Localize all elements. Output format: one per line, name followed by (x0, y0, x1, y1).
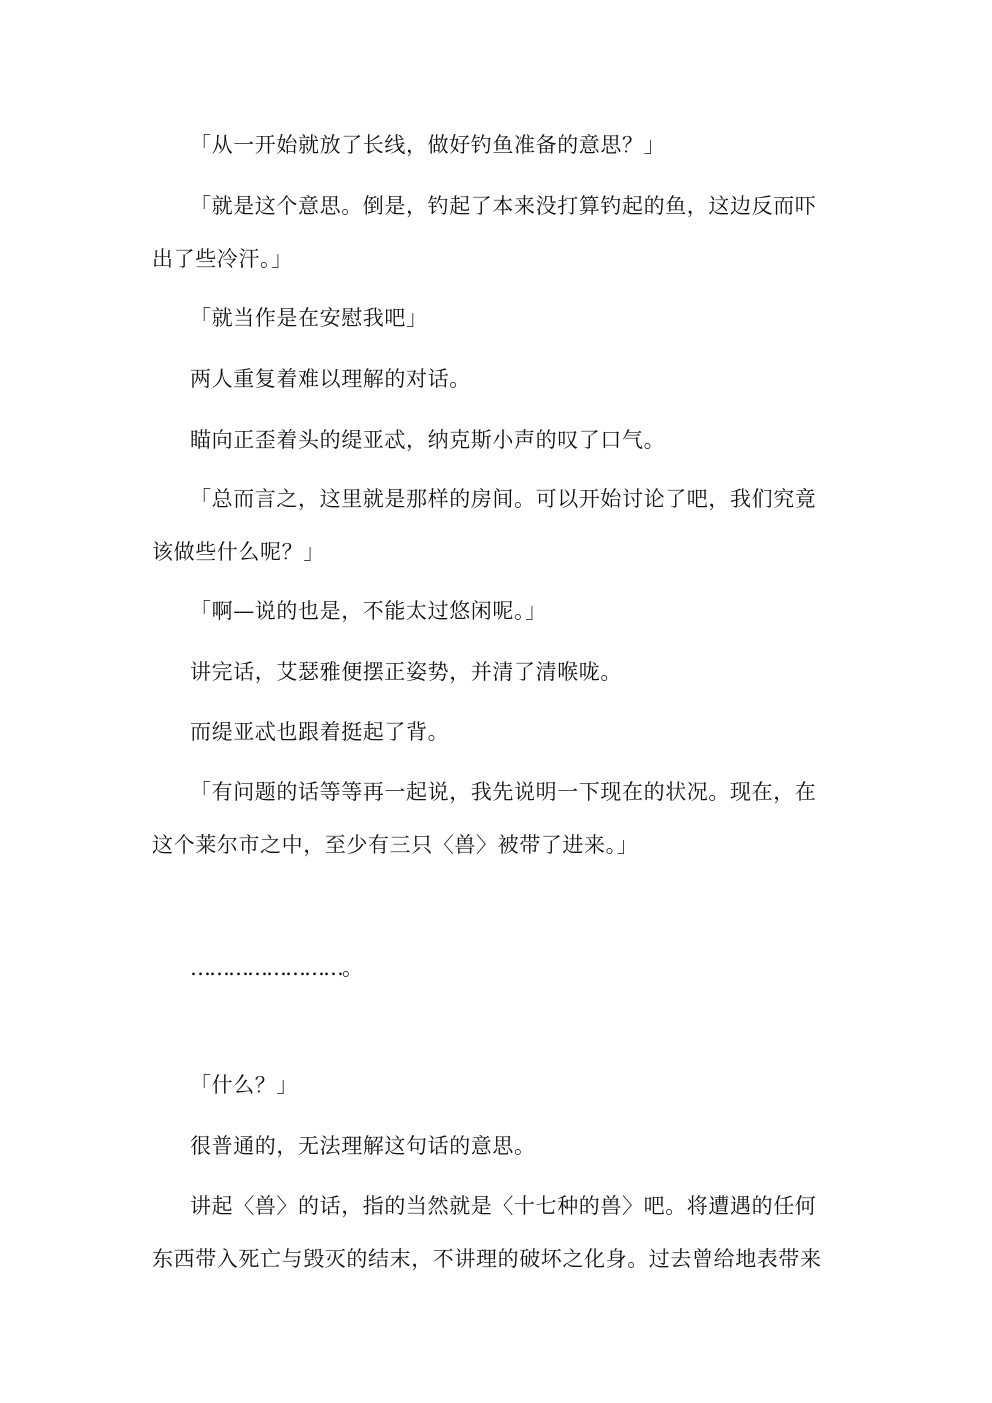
text-line: 讲完话，艾瑟雅便摆正姿势，并清了清喉咙。 (190, 660, 622, 684)
paragraph-dialogue (152, 119, 844, 172)
text-line: 而缇亚忒也跟着挺起了背。 (190, 720, 450, 744)
text-line: ……………………。 (190, 956, 361, 980)
paragraph-narration (152, 646, 844, 699)
text-line: 很普通的，无法理解这句话的意思。 (190, 1134, 536, 1158)
text-line: 出了些冷汗。」 (152, 247, 293, 271)
text-line: 该做些什么呢？」 (152, 540, 325, 564)
paragraph-narration (152, 1180, 844, 1286)
paragraph-dialogue (152, 180, 844, 286)
text-line: 「啊—说的也是，不能太过悠闲呢。」 (190, 599, 547, 623)
paragraph-dialogue (152, 585, 844, 638)
paragraph-dialogue (152, 292, 844, 345)
text-line: 东西带入死亡与毁灭的结末，不讲理的破坏之化身。过去曾给地表带来 (152, 1247, 822, 1271)
text-line: 「就是这个意思。倒是，钓起了本来没打算钓起的鱼，这边反而吓 (190, 194, 817, 218)
text-line: 两人重复着难以理解的对话。 (190, 367, 471, 391)
paragraph-dialogue (152, 473, 844, 579)
paragraph-narration (152, 1120, 844, 1173)
paragraph-narration (152, 706, 844, 759)
text-line: 「有问题的话等等再一起说，我先说明一下现在的状况。现在，在 (190, 780, 817, 804)
paragraph-dialogue (152, 766, 844, 872)
text-line: 讲起〈兽〉的话，指的当然就是〈十七种的兽〉吧。将遭遇的任何 (190, 1194, 817, 1218)
text-line: 「什么？」 (190, 1073, 298, 1097)
text-line: 这个莱尔市之中，至少有三只〈兽〉被带了进来。」 (152, 833, 639, 857)
text-line: 「就当作是在安慰我吧」 (190, 306, 428, 330)
paragraph-narration (152, 353, 844, 406)
text-line: 「从一开始就放了长线，做好钓鱼准备的意思？」 (190, 133, 666, 157)
text-line: 瞄向正歪着头的缇亚忒，纳克斯小声的叹了口气。 (190, 428, 666, 452)
paragraph-ellipsis (152, 942, 844, 995)
paragraph-dialogue (152, 1059, 844, 1112)
paragraph-narration (152, 414, 844, 467)
text-line: 「总而言之，这里就是那样的房间。可以开始讨论了吧，我们究竟 (190, 487, 817, 511)
